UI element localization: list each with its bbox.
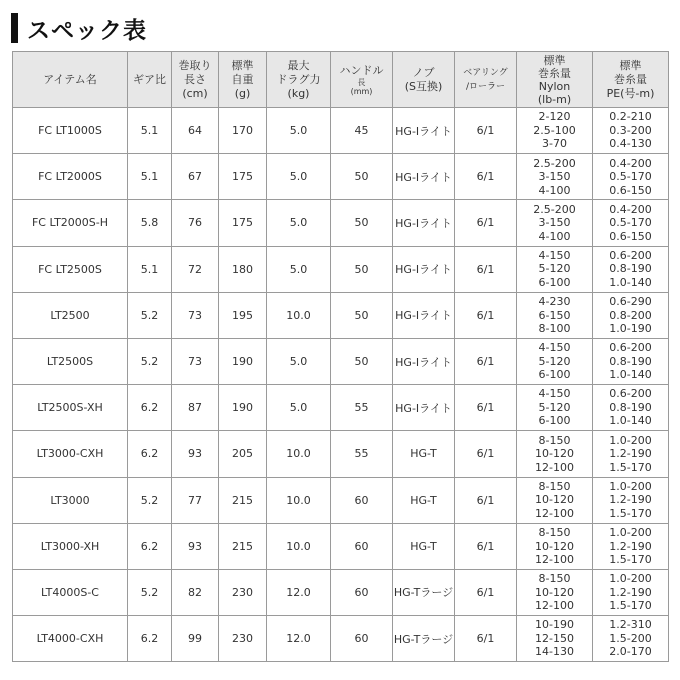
capacity-line: 14-130 [535,645,574,659]
cell-item-name: LT4000-CXH [13,616,128,662]
capacity-line: 4-230 [538,295,571,309]
capacity-line: 4-150 [538,387,571,401]
cell-weight: 215 [219,477,267,523]
cell-retrieve-length: 93 [172,431,219,477]
cell-handle-length: 50 [331,200,393,246]
cell-handle-length: 60 [331,477,393,523]
capacity-line: 0.6-150 [609,229,652,243]
header-weight: 標準 自重 (g) [219,52,267,108]
table-row [13,154,669,200]
cell-handle-length: 50 [331,246,393,292]
cell-weight: 195 [219,292,267,338]
capacity-line: 0.8-190 [609,262,652,276]
cell-bearing: 6/1 [455,154,517,200]
header-row [13,52,669,108]
cell-gear-ratio: 5.2 [128,477,172,523]
capacity-line: 1.0-200 [609,572,652,586]
cell-retrieve-length: 64 [172,108,219,154]
capacity-line: 12-150 [535,631,574,645]
cell-gear-ratio: 5.1 [128,246,172,292]
cell-knob: HG-Iライト [393,154,455,200]
capacity-line: 0.2-210 [609,110,652,124]
table-row [13,569,669,615]
cell-item-name: FC LT2000S [13,154,128,200]
cell-bearing: 6/1 [455,200,517,246]
capacity-line: 1.5-170 [609,506,652,520]
header-pe-capacity: 標準 巻糸量 PE(号-m) [593,52,669,108]
cell-handle-length: 55 [331,431,393,477]
cell-knob: HG-Iライト [393,200,455,246]
capacity-line: 4-150 [538,248,571,262]
cell-bearing: 6/1 [455,385,517,431]
cell-knob: HG-Tラージ [393,616,455,662]
spec-table-body [13,108,669,662]
header-max-drag: 最大 ドラグ力 (kg) [267,52,331,108]
capacity-line: 1.5-170 [609,460,652,474]
cell-bearing: 6/1 [455,523,517,569]
cell-item-name: LT4000S-C [13,569,128,615]
cell-max-drag: 5.0 [267,154,331,200]
table-row [13,200,669,246]
capacity-line: 0.8-190 [609,354,652,368]
table-row [13,477,669,523]
cell-knob: HG-T [393,477,455,523]
cell-retrieve-length: 67 [172,154,219,200]
cell-item-name: LT2500S [13,338,128,384]
capacity-line: 0.6-200 [609,248,652,262]
cell-max-drag: 10.0 [267,431,331,477]
cell-handle-length: 45 [331,108,393,154]
header-knob: ノブ (S互換) [393,52,455,108]
cell-max-drag: 12.0 [267,569,331,615]
cell-retrieve-length: 76 [172,200,219,246]
cell-nylon-capacity [517,338,593,384]
cell-knob: HG-Iライト [393,292,455,338]
cell-pe-capacity [593,477,669,523]
cell-item-name: LT3000-XH [13,523,128,569]
capacity-line: 1.0-140 [609,414,652,428]
capacity-line: 3-150 [538,170,571,184]
capacity-line: 1.2-190 [609,447,652,461]
cell-bearing: 6/1 [455,338,517,384]
cell-handle-length: 55 [331,385,393,431]
cell-gear-ratio: 6.2 [128,616,172,662]
capacity-line: 1.2-190 [609,493,652,507]
table-row [13,431,669,477]
capacity-line: 2.5-200 [533,156,576,170]
capacity-line: 8-100 [538,322,571,336]
table-row [13,523,669,569]
cell-retrieve-length: 73 [172,292,219,338]
header-item-name: アイテム名 [13,52,128,108]
cell-weight: 215 [219,523,267,569]
cell-bearing: 6/1 [455,477,517,523]
capacity-line: 0.6-290 [609,295,652,309]
cell-handle-length: 60 [331,616,393,662]
cell-bearing: 6/1 [455,569,517,615]
header-retrieve-length: 巻取り 長さ (cm) [172,52,219,108]
cell-nylon-capacity [517,523,593,569]
cell-gear-ratio: 5.2 [128,569,172,615]
cell-pe-capacity [593,385,669,431]
capacity-line: 3-70 [542,137,567,151]
cell-gear-ratio: 6.2 [128,385,172,431]
cell-knob: HG-T [393,523,455,569]
cell-max-drag: 10.0 [267,523,331,569]
capacity-line: 3-150 [538,216,571,230]
table-row [13,616,669,662]
cell-nylon-capacity [517,385,593,431]
cell-gear-ratio: 5.1 [128,154,172,200]
cell-gear-ratio: 6.2 [128,523,172,569]
capacity-line: 0.3-200 [609,123,652,137]
cell-nylon-capacity [517,477,593,523]
spec-table [12,51,669,662]
cell-pe-capacity [593,569,669,615]
capacity-line: 10-120 [535,539,574,553]
capacity-line: 4-100 [538,229,571,243]
cell-bearing: 6/1 [455,431,517,477]
cell-pe-capacity [593,108,669,154]
cell-gear-ratio: 5.1 [128,108,172,154]
cell-knob: HG-Tラージ [393,569,455,615]
cell-handle-length: 60 [331,569,393,615]
cell-bearing: 6/1 [455,246,517,292]
cell-item-name: LT3000-CXH [13,431,128,477]
cell-max-drag: 12.0 [267,616,331,662]
cell-weight: 175 [219,154,267,200]
capacity-line: 0.5-170 [609,216,652,230]
capacity-line: 0.4-130 [609,137,652,151]
capacity-line: 4-150 [538,341,571,355]
capacity-line: 0.4-200 [609,156,652,170]
capacity-line: 8-150 [538,572,571,586]
capacity-line: 10-120 [535,585,574,599]
cell-retrieve-length: 93 [172,523,219,569]
capacity-line: 8-150 [538,433,571,447]
cell-pe-capacity [593,616,669,662]
cell-retrieve-length: 87 [172,385,219,431]
capacity-line: 1.2-310 [609,618,652,632]
capacity-line: 1.0-200 [609,433,652,447]
capacity-line: 0.6-200 [609,341,652,355]
capacity-line: 2.5-100 [533,123,576,137]
cell-max-drag: 10.0 [267,477,331,523]
cell-gear-ratio: 6.2 [128,431,172,477]
cell-nylon-capacity [517,616,593,662]
capacity-line: 6-100 [538,368,571,382]
cell-item-name: FC LT1000S [13,108,128,154]
capacity-line: 12-100 [535,599,574,613]
capacity-line: 1.0-200 [609,479,652,493]
cell-nylon-capacity [517,154,593,200]
capacity-line: 2.0-170 [609,645,652,659]
cell-nylon-capacity [517,431,593,477]
cell-retrieve-length: 99 [172,616,219,662]
cell-retrieve-length: 77 [172,477,219,523]
capacity-line: 0.5-170 [609,170,652,184]
cell-nylon-capacity [517,569,593,615]
capacity-line: 12-100 [535,553,574,567]
capacity-line: 2-120 [538,110,571,124]
capacity-line: 8-150 [538,526,571,540]
table-row [13,246,669,292]
cell-item-name: FC LT2000S-H [13,200,128,246]
capacity-line: 6-100 [538,414,571,428]
cell-handle-length: 60 [331,523,393,569]
cell-bearing: 6/1 [455,108,517,154]
cell-pe-capacity [593,246,669,292]
capacity-line: 1.5-170 [609,553,652,567]
header-handle-length: ハンドル 長 (mm) [331,52,393,108]
cell-weight: 190 [219,385,267,431]
cell-max-drag: 5.0 [267,108,331,154]
capacity-line: 1.0-140 [609,275,652,289]
page-title: スペック表 [27,17,147,44]
capacity-line: 5-120 [538,400,571,414]
cell-weight: 230 [219,616,267,662]
capacity-line: 1.2-190 [609,539,652,553]
cell-pe-capacity [593,154,669,200]
capacity-line: 12-100 [535,506,574,520]
cell-weight: 230 [219,569,267,615]
cell-knob: HG-Iライト [393,246,455,292]
capacity-line: 10-190 [535,618,574,632]
section-header [11,13,147,43]
capacity-line: 1.0-190 [609,322,652,336]
cell-gear-ratio: 5.2 [128,292,172,338]
cell-nylon-capacity [517,200,593,246]
cell-bearing: 6/1 [455,616,517,662]
capacity-line: 5-120 [538,262,571,276]
cell-pe-capacity [593,431,669,477]
header-gear-ratio: ギア比 [128,52,172,108]
cell-knob: HG-Iライト [393,338,455,384]
cell-pe-capacity [593,523,669,569]
capacity-line: 0.4-200 [609,202,652,216]
table-row [13,338,669,384]
capacity-line: 10-120 [535,493,574,507]
capacity-line: 0.6-150 [609,183,652,197]
cell-item-name: LT3000 [13,477,128,523]
cell-bearing: 6/1 [455,292,517,338]
capacity-line: 1.0-200 [609,526,652,540]
cell-retrieve-length: 72 [172,246,219,292]
title-accent-bar [11,13,18,43]
cell-weight: 170 [219,108,267,154]
cell-weight: 190 [219,338,267,384]
cell-pe-capacity [593,338,669,384]
cell-handle-length: 50 [331,292,393,338]
capacity-line: 1.0-140 [609,368,652,382]
header-nylon-capacity: 標準 巻糸量 Nylon (lb-m) [517,52,593,108]
table-row [13,292,669,338]
cell-max-drag: 5.0 [267,338,331,384]
cell-item-name: LT2500 [13,292,128,338]
capacity-line: 1.2-190 [609,585,652,599]
cell-nylon-capacity [517,246,593,292]
cell-handle-length: 50 [331,154,393,200]
cell-gear-ratio: 5.8 [128,200,172,246]
capacity-line: 1.5-170 [609,599,652,613]
capacity-line: 10-120 [535,447,574,461]
cell-item-name: FC LT2500S [13,246,128,292]
cell-nylon-capacity [517,108,593,154]
capacity-line: 6-100 [538,275,571,289]
capacity-line: 4-100 [538,183,571,197]
cell-weight: 175 [219,200,267,246]
capacity-line: 1.5-200 [609,631,652,645]
cell-knob: HG-T [393,431,455,477]
cell-item-name: LT2500S-XH [13,385,128,431]
cell-weight: 180 [219,246,267,292]
cell-knob: HG-Iライト [393,108,455,154]
capacity-line: 0.8-190 [609,400,652,414]
cell-gear-ratio: 5.2 [128,338,172,384]
cell-pe-capacity [593,292,669,338]
table-row [13,385,669,431]
cell-pe-capacity [593,200,669,246]
capacity-line: 2.5-200 [533,202,576,216]
capacity-line: 0.6-200 [609,387,652,401]
header-bearing: ベアリング /ローラー [455,52,517,108]
cell-max-drag: 10.0 [267,292,331,338]
cell-nylon-capacity [517,292,593,338]
capacity-line: 12-100 [535,460,574,474]
cell-knob: HG-Iライト [393,385,455,431]
table-row [13,108,669,154]
cell-handle-length: 50 [331,338,393,384]
cell-max-drag: 5.0 [267,385,331,431]
capacity-line: 6-150 [538,308,571,322]
cell-weight: 205 [219,431,267,477]
cell-max-drag: 5.0 [267,200,331,246]
capacity-line: 0.8-200 [609,308,652,322]
cell-retrieve-length: 73 [172,338,219,384]
capacity-line: 8-150 [538,479,571,493]
capacity-line: 5-120 [538,354,571,368]
cell-retrieve-length: 82 [172,569,219,615]
cell-max-drag: 5.0 [267,246,331,292]
